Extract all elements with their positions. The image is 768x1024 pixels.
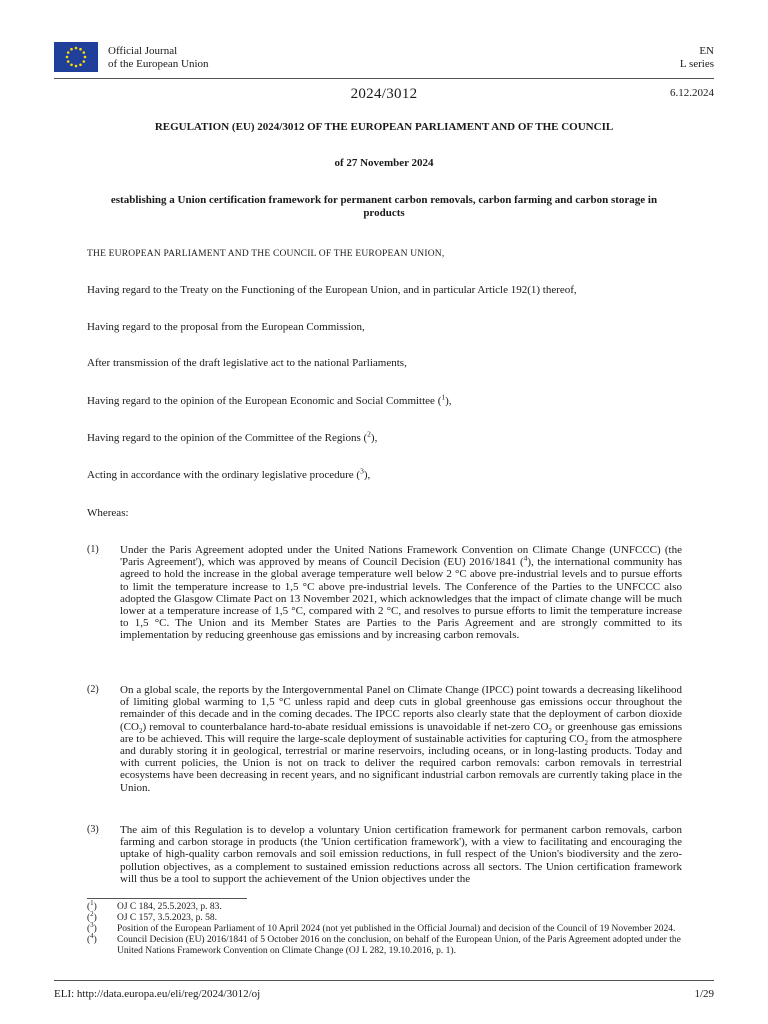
citation-treaty: Having regard to the Treaty on the Functioning of the European Union, and in particular Article 192(1) thereof,	[87, 284, 577, 296]
footnote-ref-3[interactable]: 3	[360, 466, 364, 476]
header-divider	[54, 78, 714, 79]
recital-text: Under the Paris Agreement adopted under the United Nations Framework Convention on Climate Change (UNFCCC) (the 'Paris Agreement'), which was approved by means of Council Decision (EU) 2016/1841 ($^4$), the international community has agreed to hold the increase in the global average temperature well below 2 °C above pre-industrial levels and to pursue efforts to limit the temperature increase to 1,5 °C above pre-industrial levels. The Conference of the Parties to the UNFCCC also adopted the Glasgow Climate Pact on 13 November 2021, which acknowledges that the impact of climate change will be much lower at a temperature increase of 1,5 °C, compared with 2 °C, and resolves to pursue efforts to limit the temperature increase to 1,5 °C. The Union and its Member States are Parties to the Paris Agreement and are strongly committed to its implementation by reducing greenhouse gas emissions and by increasing carbon removals.	[120, 544, 682, 642]
footnote-number: ($^4$)	[87, 931, 97, 945]
eu-flag-icon	[54, 42, 98, 72]
footnote	[87, 920, 682, 935]
recital-text-part: or greenhouse gas emissions are to be achieved. This will require the large-scale deployment of sustainable activities for capturing CO	[120, 720, 682, 745]
footnote	[87, 898, 682, 913]
citation-eesc: Having regard to the opinion of the European Economic and Social Committee ($^1$),	[87, 392, 452, 407]
parties-line: THE EUROPEAN PARLIAMENT AND THE COUNCIL OF THE EUROPEAN UNION,	[87, 249, 445, 259]
footnote-ref-4[interactable]: 4	[523, 553, 528, 563]
recital-number: (3)	[87, 824, 99, 835]
citation-procedure: Acting in accordance with the ordinary legislative procedure ($^3$),	[87, 466, 371, 481]
citation-transmission: After transmission of the draft legislative act to the national Parliaments,	[87, 357, 407, 369]
recital-text	[120, 684, 682, 794]
language-series	[680, 45, 714, 71]
recital-text-part: ) removal to counterbalance hard-to-abate residual emissions is unavoidable if net-zero CO	[142, 720, 549, 733]
eli-link[interactable]: ELI: http://data.europa.eu/eli/reg/2024/3012/oj	[54, 988, 261, 1000]
publication-date: 6.12.2024	[670, 87, 714, 99]
recital-text-part: Under the Paris Agreement adopted under the United Nations Framework Convention on Climate Change (UNFCCC) (the 'Paris Agreement'), which was approved by means of Council Decision (EU) 2016/1841	[120, 544, 682, 569]
footnote-number: ($^1$)	[87, 898, 97, 912]
series-label: L series	[679, 58, 714, 70]
footnote-text: OJ C 157, 3.5.2023, p. 58.	[117, 913, 218, 923]
regulation-date: of 27 November 2024	[334, 157, 434, 169]
footnote-num: 4	[90, 931, 94, 940]
whereas-label: Whereas:	[87, 507, 129, 519]
footnote-ref-2[interactable]: 2	[367, 429, 371, 439]
footnote-divider	[87, 898, 247, 899]
journal-title-line2: of the European Union	[108, 58, 209, 70]
citation-cor: Having regard to the opinion of the Committee of the Regions ($^2$),	[87, 429, 378, 444]
footnote-text: Council Decision (EU) 2016/1841 of 5 October 2016 on the conclusion, on behalf of the European Union, of the Paris Agreement adopted under the United Nations Framework Convention on Climate Change (OJ L 282, 19.10.2016, p. 1).	[117, 935, 681, 956]
recital-text-part: On a global scale, the reports by the Intergovernmental Panel on Climate Change (IPCC) point towards a decreasing likelihood of limiting global warming to 1,5 °C unless rapid and deep cuts in global greenhouse gas emissions occur throughout the remainder of this decade and in the coming decades. The IPCC reports also clearly state that the deployment of carbon dioxide (CO	[120, 684, 682, 733]
citation-cor-text: Having regard to the opinion of the Committee of the Regions	[87, 432, 361, 444]
subscript: 2	[138, 726, 143, 735]
recital	[87, 684, 682, 794]
footnote	[87, 909, 682, 924]
footnote-num: 3	[90, 920, 94, 929]
journal-title	[108, 45, 209, 71]
citation-eesc-text: Having regard to the opinion of the European Economic and Social Committee	[87, 395, 435, 407]
journal-title-line1: Official Journal	[108, 45, 178, 57]
footnote	[87, 931, 682, 957]
recital-number: (2)	[87, 684, 99, 695]
recital-number: (1)	[87, 544, 99, 555]
recital	[87, 824, 682, 885]
regulation-subject: establishing a Union certification framework for permanent carbon removals, carbon farming and carbon storage in products	[110, 194, 658, 219]
citation-proposal: Having regard to the proposal from the European Commission,	[87, 321, 365, 333]
footnote-number: ($^3$)	[87, 920, 97, 934]
footnotes	[87, 898, 682, 957]
footnote-num: 1	[90, 898, 94, 907]
recital	[87, 544, 682, 642]
footnote-ref-1[interactable]: 1	[441, 392, 446, 402]
journal-header	[54, 42, 714, 74]
page-number: 1/29	[694, 988, 714, 1000]
footnote-text: Position of the European Parliament of 10 April 2024 (not yet published in the Official Journal) and decision of the Council of 19 November 2024.	[117, 924, 676, 934]
document-number: 2024/3012	[350, 86, 418, 102]
footnote-text: OJ C 184, 25.5.2023, p. 83.	[117, 902, 222, 912]
subscript: 2	[584, 739, 588, 747]
footer-divider	[54, 980, 714, 981]
language-code: EN	[699, 45, 714, 57]
footnote-number: ($^2$)	[87, 909, 97, 923]
footnote-num: 2	[90, 909, 94, 918]
regulation-title: REGULATION (EU) 2024/3012 OF THE EUROPEAN PARLIAMENT AND OF THE COUNCIL	[154, 121, 614, 133]
citation-procedure-text: Acting in accordance with the ordinary legislative procedure	[87, 469, 354, 481]
recital-text-part: , the international community has agreed to hold the increase in the global average temperature well below 2 °C above pre-industrial levels and to pursue efforts to limit the temperature increase to 1,5 °C above pre-industrial levels. The Conference of the Parties to the UNFCCC also adopted the Glasgow Climate Pact on 13 November 2021, which acknowledges that the impact of climate change will be much lower at a temperature increase of 1,5 °C, compared with 2 °C, and resolves to pursue efforts to limit the temperature increase to 1,5 °C. The Union and its Member States are Parties to the Paris Agreement and are strongly committed to its implementation by reducing greenhouse gas emissions and by increasing carbon removals.	[120, 556, 682, 642]
subscript: 2	[548, 726, 552, 735]
recital-text: The aim of this Regulation is to develop a voluntary Union certification framework for permanent carbon removals, carbon farming and carbon storage in products (the 'Union certification framework'), with a view to facilitating and encouraging the uptake of high-quality carbon removals and soil emission reductions, in full respect of the Union's biodiversity and the zero-pollution objectives, as a complement to sustained emission reductions across all sectors. The Union certification framework will thus be a tool to support the achievement of the Union objectives under the	[120, 824, 682, 885]
recital-text-part: from the atmosphere and durably storing it in geological, terrestrial or marine reservoirs, including oceans, or in long-lasting products. Today and with current policies, the Union is not on track to deliver the required carbon removals: carbon removals in terrestrial ecosystems have been decreasing in recent years, and no significant industrial carbon removals are currently taking place in the Union.	[120, 732, 682, 794]
